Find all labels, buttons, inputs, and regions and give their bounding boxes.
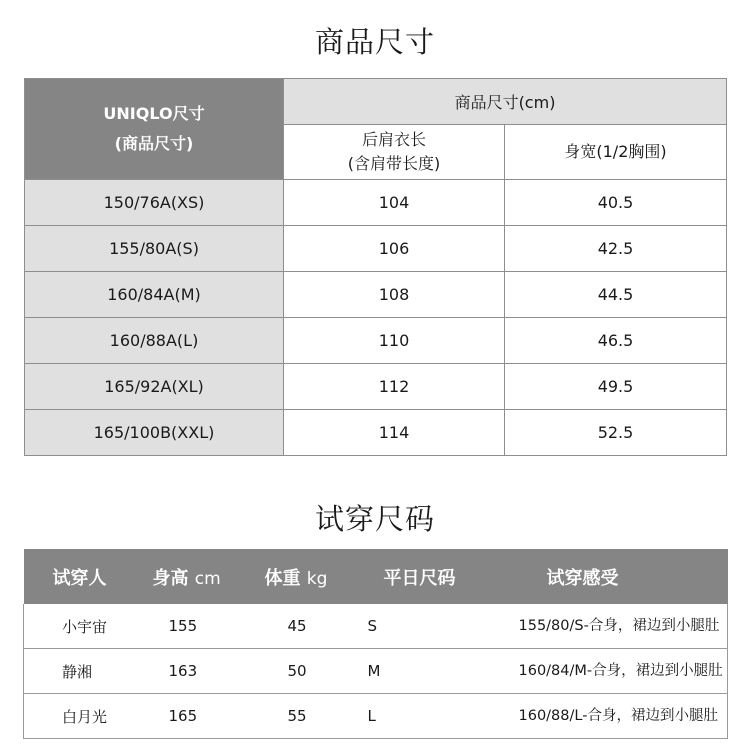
body-width-header: 身宽(1/2胸围) — [505, 125, 727, 180]
size-row — [25, 410, 727, 456]
body-width-value: 44.5 — [505, 272, 727, 318]
usual-size-header: 平日尺码 — [368, 549, 514, 604]
body-width-value: 46.5 — [505, 318, 727, 364]
height-header — [134, 549, 248, 604]
back-length-value: 106 — [284, 226, 505, 272]
tester-weight: 55 — [248, 694, 368, 739]
size-table — [24, 78, 727, 456]
body-width-value: 40.5 — [505, 180, 727, 226]
tester-weight: 45 — [248, 604, 368, 649]
corner-line-1: UNIQLO尺寸 — [103, 104, 205, 123]
trial-row — [24, 694, 728, 739]
trial-table — [23, 549, 728, 739]
size-row — [25, 272, 727, 318]
trial-row — [24, 604, 728, 649]
size-row — [25, 318, 727, 364]
body-width-value: 49.5 — [505, 364, 727, 410]
tester-weight: 50 — [248, 649, 368, 694]
back-length-value: 114 — [284, 410, 505, 456]
tester-usual-size: S — [368, 604, 514, 649]
back-length-value: 108 — [284, 272, 505, 318]
trial-section-title: 试穿尺码 — [314, 502, 435, 536]
tester-name: 白月光 — [24, 694, 134, 739]
size-corner-header — [25, 79, 284, 180]
size-label: 150/76A(XS) — [25, 180, 284, 226]
tester-height: 155 — [134, 604, 248, 649]
weight-header — [248, 549, 368, 604]
weight-unit: kg — [306, 568, 328, 589]
size-row — [25, 364, 727, 410]
weight-header-label: 体重 — [264, 567, 301, 589]
back-length-header — [284, 125, 505, 180]
size-label: 165/100B(XXL) — [25, 410, 284, 456]
product-size-group-header: 商品尺寸(cm) — [284, 79, 727, 125]
body-width-value: 42.5 — [505, 226, 727, 272]
tester-usual-size: L — [368, 694, 514, 739]
size-label: 165/92A(XL) — [25, 364, 284, 410]
size-row — [25, 226, 727, 272]
back-length-value: 112 — [284, 364, 505, 410]
height-header-label: 身高 — [152, 567, 189, 589]
tester-name: 小宇宙 — [24, 604, 134, 649]
tester-feeling: 160/88/L-合身，裙边到小腿肚 — [514, 694, 728, 739]
size-label: 155/80A(S) — [25, 226, 284, 272]
fit-feeling-header: 试穿感受 — [514, 549, 728, 604]
trial-header-row — [24, 549, 728, 604]
tester-feeling: 160/84/M-合身，裙边到小腿肚 — [514, 649, 728, 694]
tester-name: 静湘 — [24, 649, 134, 694]
back-length-line-1: 后肩衣长 — [361, 130, 426, 149]
tester-height: 165 — [134, 694, 248, 739]
tester-header: 试穿人 — [24, 549, 134, 604]
corner-line-2: (商品尺寸) — [114, 134, 194, 153]
back-length-line-2: (含肩带长度) — [347, 154, 441, 173]
size-row — [25, 180, 727, 226]
size-section-title: 商品尺寸 — [314, 25, 435, 59]
tester-height: 163 — [134, 649, 248, 694]
back-length-value: 104 — [284, 180, 505, 226]
tester-usual-size: M — [368, 649, 514, 694]
tester-feeling: 155/80/S-合身，裙边到小腿肚 — [514, 604, 728, 649]
back-length-value: 110 — [284, 318, 505, 364]
body-width-value: 52.5 — [505, 410, 727, 456]
trial-row — [24, 649, 728, 694]
size-label: 160/84A(M) — [25, 272, 284, 318]
height-unit: cm — [194, 568, 221, 589]
size-label: 160/88A(L) — [25, 318, 284, 364]
